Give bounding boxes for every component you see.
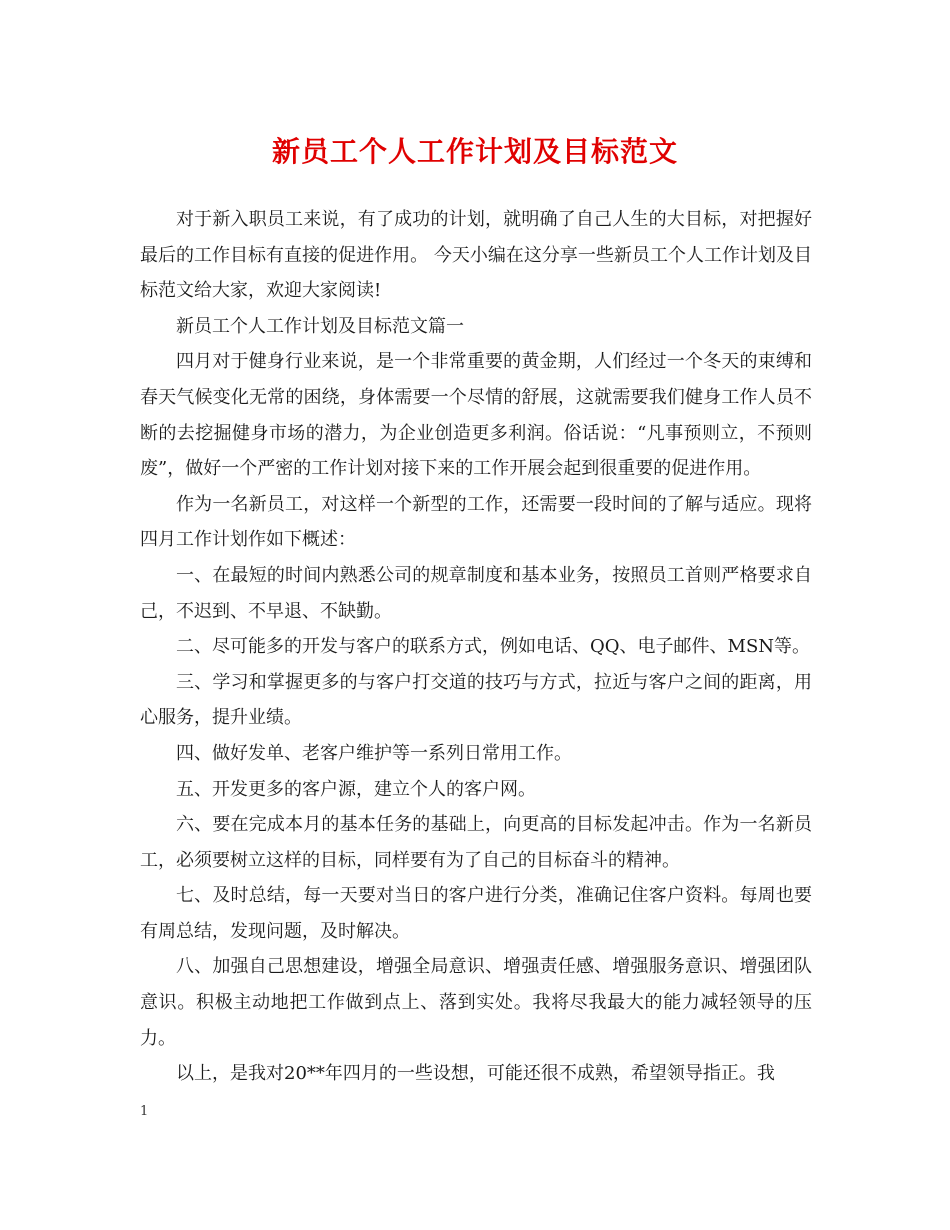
paragraph-intro: 对于新入职员工来说，有了成功的计划，就明确了自己人生的大目标，对把握好最后的工作目标有直接的促进作用。 今天小编在这分享一些新员工个人工作计划及目标范文给大家，欢迎大家阅读! xyxy=(140,209,812,302)
page-number: 1 xyxy=(140,1104,149,1119)
paragraph-item-6: 六、要在完成本月的基本任务的基础上，向更高的目标发起冲击。作为一名新员工，必须要树立这样的目标，同样要有为了自己的目标奋斗的精神。 xyxy=(140,814,812,871)
paragraph-item-4: 四、做好发单、老客户维护等一系列日常用工作。 xyxy=(176,742,572,764)
document-body xyxy=(140,202,812,1092)
paragraph-conclusion: 以上，是我对20**年四月的一些设想，可能还很不成熟，希望领导指正。我 xyxy=(176,1063,775,1085)
paragraph-section-heading: 新员工个人工作计划及目标范文篇一 xyxy=(176,315,464,337)
paragraph-item-8: 八、加强自己思想建设，增强全局意识、增强责任感、增强服务意识、增强团队意识。积极主动地把工作做到点上、落到实处。我将尽我最大的能力减轻领导的压力。 xyxy=(140,956,812,1049)
paragraph-item-2: 二、尽可能多的开发与客户的联系方式，例如电话、QQ、电子邮件、MSN等。 xyxy=(176,636,811,658)
paragraph-background: 四月对于健身行业来说，是一个非常重要的黄金期，人们经过一个冬天的束缚和春天气候变化无常的困绕，身体需要一个尽情的舒展，这就需要我们健身工作人员不断的去挖掘健身市场的潜力，为企业创造更多利润。俗话说：“凡事预则立，不预则废”，做好一个严密的工作计划对接下来的工作开展会起到很重要的促进作用。 xyxy=(140,351,812,480)
paragraph-item-7: 七、及时总结，每一天要对当日的客户进行分类，准确记住客户资料。每周也要有周总结，发现问题，及时解决。 xyxy=(140,885,812,942)
paragraph-item-1: 一、在最短的时间内熟悉公司的规章制度和基本业务，按照员工首则严格要求自己，不迟到、不早退、不缺勤。 xyxy=(140,564,812,622)
paragraph-item-3: 三、学习和掌握更多的与客户打交道的技巧与方式，拉近与客户之间的距离，用心服务，提升业绩。 xyxy=(140,671,812,729)
paragraph-overview: 作为一名新员工，对这样一个新型的工作，还需要一段时间的了解与适应。现将四月工作计划作如下概述： xyxy=(140,493,812,551)
paragraph-item-5: 五、开发更多的客户源，建立个人的客户网。 xyxy=(176,778,536,800)
document-title: 新员工个人工作计划及目标范文 xyxy=(271,135,678,168)
